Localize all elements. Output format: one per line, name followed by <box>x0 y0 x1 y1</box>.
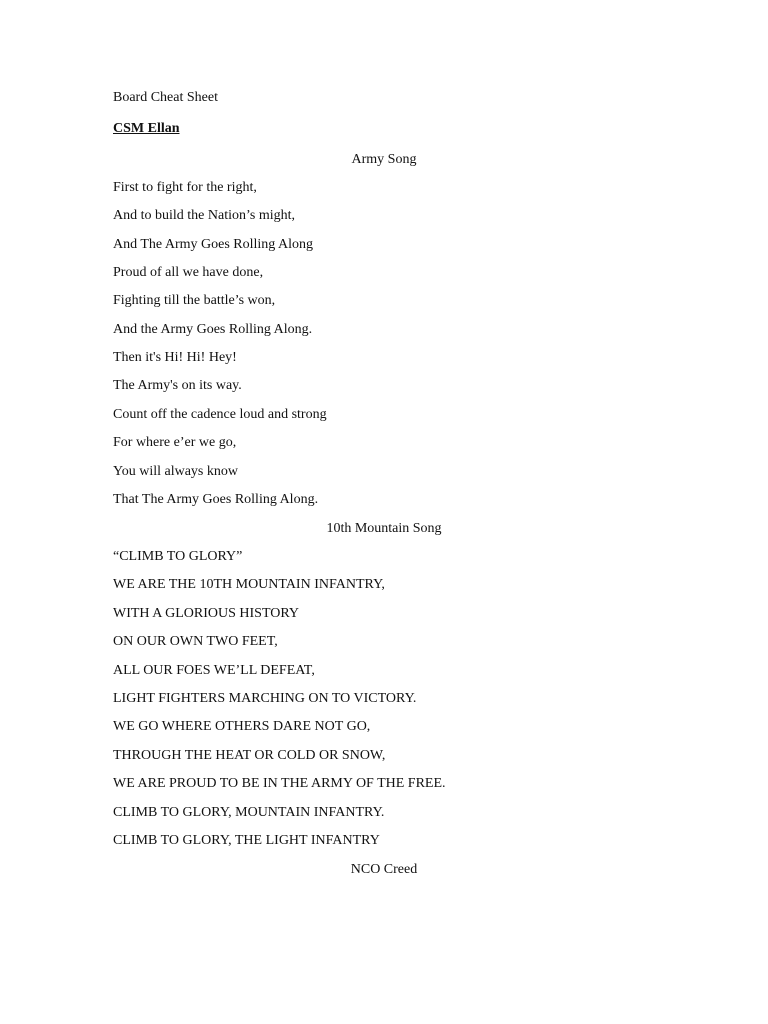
lyric-line: Proud of all we have done, <box>113 265 264 280</box>
lyric-line: LIGHT FIGHTERS MARCHING ON TO VICTORY. <box>113 691 417 706</box>
army-song-title: Army Song <box>351 152 417 167</box>
lyric-line: That The Army Goes Rolling Along. <box>113 492 319 507</box>
lyric-line: WE ARE THE 10TH MOUNTAIN INFANTRY, <box>113 577 385 592</box>
lyric-line: “CLIMB TO GLORY” <box>113 549 243 564</box>
lyric-line: WITH A GLORIOUS HISTORY <box>113 606 300 621</box>
lyric-line: Then it's Hi! Hi! Hey! <box>113 350 237 365</box>
lyric-line: And The Army Goes Rolling Along <box>113 237 314 252</box>
lyric-line: CLIMB TO GLORY, MOUNTAIN INFANTRY. <box>113 805 385 820</box>
lyric-line: ALL OUR FOES WE’LL DEFEAT, <box>113 663 315 678</box>
lyric-line: Fighting till the battle’s won, <box>113 293 276 308</box>
mountain-song-title: 10th Mountain Song <box>326 521 442 536</box>
document-title: Board Cheat Sheet <box>113 90 218 105</box>
lyric-line: You will always know <box>113 464 238 479</box>
nco-creed-title: NCO Creed <box>350 862 418 877</box>
lyric-line: CLIMB TO GLORY, THE LIGHT INFANTRY <box>113 833 380 848</box>
lyric-line: And the Army Goes Rolling Along. <box>113 322 313 337</box>
lyric-line: ON OUR OWN TWO FEET, <box>113 634 278 649</box>
lyric-line: THROUGH THE HEAT OR COLD OR SNOW, <box>113 748 386 763</box>
lyric-line: The Army's on its way. <box>113 378 242 393</box>
lyric-line: WE GO WHERE OTHERS DARE NOT GO, <box>113 719 371 734</box>
lyric-line: Count off the cadence loud and strong <box>113 407 327 422</box>
author-heading: CSM Ellan <box>113 121 180 136</box>
lyric-line: For where e’er we go, <box>113 435 237 450</box>
lyric-line: First to fight for the right, <box>113 180 257 195</box>
lyric-line: WE ARE PROUD TO BE IN THE ARMY OF THE FREE. <box>113 776 446 791</box>
lyric-line: And to build the Nation’s might, <box>113 208 295 223</box>
